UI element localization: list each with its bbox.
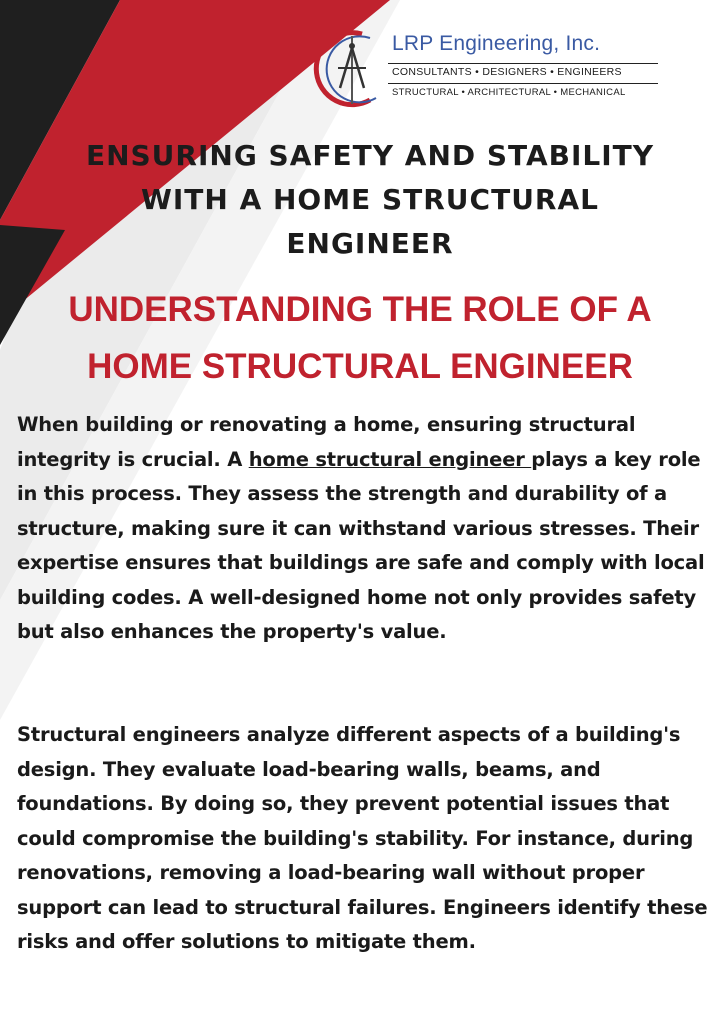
section-heading: UNDERSTANDING THE ROLE OF A HOME STRUCTURAL ENGINEER	[68, 290, 652, 386]
company-tagline-secondary: STRUCTURAL • ARCHITECTURAL • MECHANICAL	[392, 87, 626, 98]
compass-logo-icon	[300, 28, 392, 108]
logo-divider	[388, 63, 658, 64]
page-title: ENSURING SAFETY AND STABILITY WITH A HOME STRUCTURAL ENGINEER	[85, 139, 655, 260]
company-name: LRP Engineering, Inc.	[392, 32, 601, 55]
paragraph-text: When building or renovating a home, ensuring structural integrity is crucial. A	[17, 413, 636, 471]
home-structural-engineer-link[interactable]: home structural engineer	[248, 447, 532, 471]
company-logo	[300, 28, 660, 108]
logo-divider	[388, 83, 658, 84]
body-paragraph: Structural engineers analyze different aspects of a building's design. They evaluate load-bearing walls, beams, and foundations. By doing so, they prevent potential issues that could compromise the building's stability. For instance, during renovations, removing a load-bearing wall without proper support can lead to structural failures. Engineers identify these risks and offer solutions to mitigate them.	[17, 723, 708, 953]
paragraph-text: plays a key role in this process. They assess the strength and durability of a structure, making sure it can withstand various stresses. Their expertise ensures that buildings are safe and comply with local building codes. A well-designed home not only provides safety but also enhances the property's value.	[17, 447, 705, 643]
company-tagline-primary: CONSULTANTS • DESIGNERS • ENGINEERS	[392, 66, 622, 78]
intro-paragraph	[17, 408, 713, 650]
